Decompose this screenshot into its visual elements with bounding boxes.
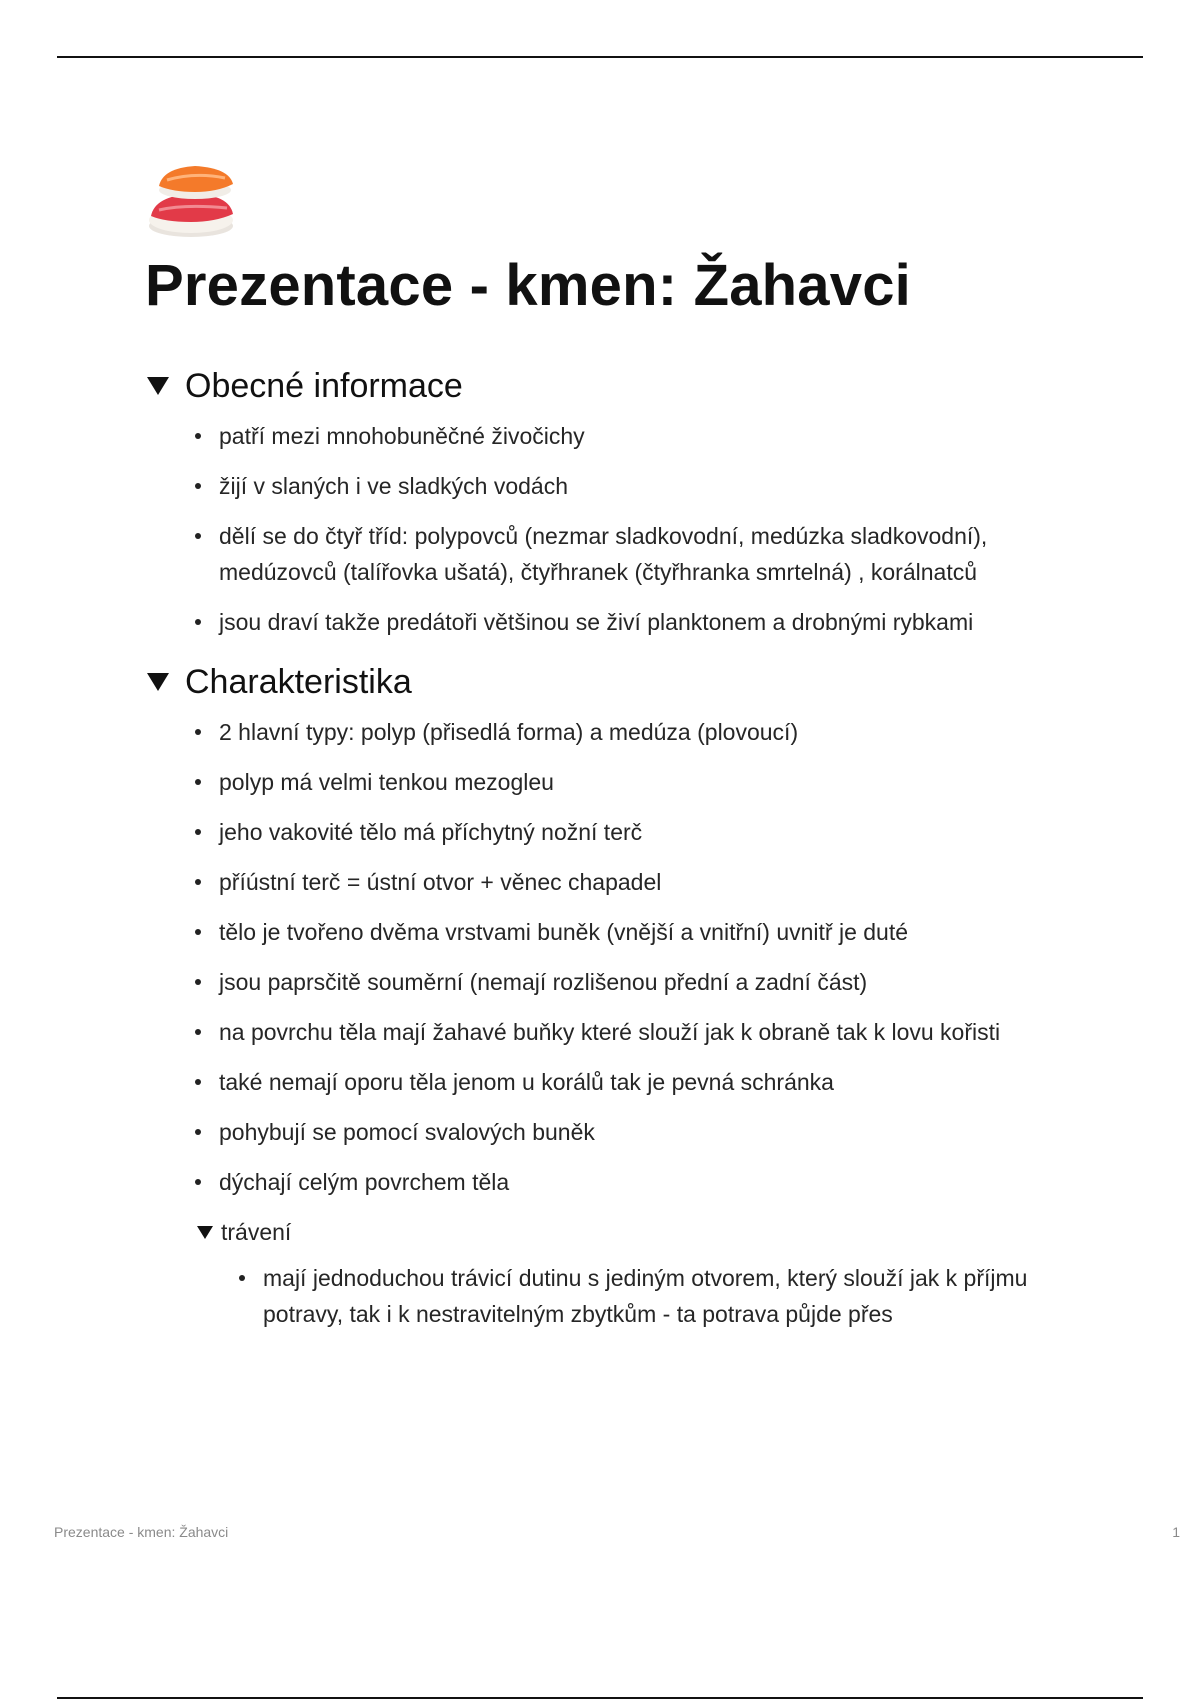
triangle-down-icon[interactable] (147, 673, 169, 691)
list-item: mají jednoduchou trávicí dutinu s jediným otvorem, který slouží jak k příjmu potravy, tak i k nestravitelným zbytkům - ta potrava půjde přes (233, 1260, 1105, 1332)
toggle-label: trávení (221, 1219, 292, 1245)
toggle-obecne-informace[interactable] (145, 366, 1105, 406)
list-item: žijí v slaných i ve sladkých vodách (189, 468, 1105, 504)
list-item: také nemají oporu těla jenom u korálů tak je pevná schránka (189, 1064, 1105, 1100)
bottom-rule (57, 1697, 1143, 1699)
triangle-down-icon[interactable] (197, 1226, 213, 1239)
top-rule (57, 56, 1143, 58)
list-item: příústní terč = ústní otvor + věnec chapadel (189, 864, 1105, 900)
toggle-charakteristika[interactable] (145, 662, 1105, 702)
list-item: 2 hlavní typy: polyp (přisedlá forma) a medúza (plovoucí) (189, 714, 1105, 750)
page-content (145, 160, 1105, 1346)
list-item: dělí se do čtyř tříd: polypovců (nezmar sladkovodní, medúzka sladkovodní), medúzovců (talířovka ušatá), čtyřhranek (čtyřhranka smrtelná) , korálnatců (189, 518, 1105, 590)
list-item: pohybují se pomocí svalových buněk (189, 1114, 1105, 1150)
toggle-traveni[interactable] (197, 1214, 1105, 1250)
page-title: Prezentace - kmen: Žahavci (145, 253, 911, 318)
nested-bullet-list (233, 1260, 1105, 1332)
bullet-list (189, 418, 1105, 640)
list-item: dýchají celým povrchem těla (189, 1164, 1105, 1200)
list-item: jeho vakovité tělo má příchytný nožní terč (189, 814, 1105, 850)
section-heading: Charakteristika (185, 663, 412, 701)
bullet-list (189, 714, 1105, 1200)
list-item: polyp má velmi tenkou mezogleu (189, 764, 1105, 800)
section-heading: Obecné informace (185, 367, 463, 405)
list-item: patří mezi mnohobuněčné živočichy (189, 418, 1105, 454)
sushi-icon (145, 160, 241, 240)
page-number: 1 (1172, 1524, 1180, 1540)
list-item: na povrchu těla mají žahavé buňky které slouží jak k obraně tak k lovu kořisti (189, 1014, 1105, 1050)
triangle-down-icon[interactable] (147, 377, 169, 395)
list-item: tělo je tvořeno dvěma vrstvami buněk (vnější a vnitřní) uvnitř je duté (189, 914, 1105, 950)
list-item: jsou paprsčitě souměrní (nemají rozlišenou přední a zadní část) (189, 964, 1105, 1000)
list-item: jsou draví takže predátoři většinou se živí planktonem a drobnými rybkami (189, 604, 1105, 640)
footer-title: Prezentace - kmen: Žahavci (54, 1524, 229, 1540)
